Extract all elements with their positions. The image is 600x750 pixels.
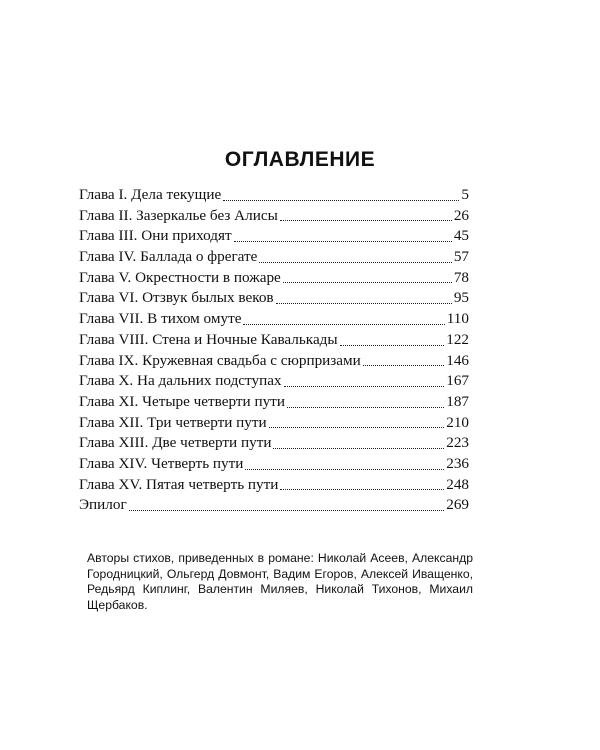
toc-entry-page-number: 187 xyxy=(446,392,469,410)
toc-entry xyxy=(79,268,469,289)
toc-dot-leader xyxy=(243,323,444,325)
toc-entry xyxy=(79,351,469,372)
toc-entry-label: Глава III. Они приходят xyxy=(79,227,232,245)
toc-entry-page-number: 26 xyxy=(453,206,469,224)
toc-entry-page-number: 110 xyxy=(446,310,469,328)
toc-entry-label: Глава V. Окрестности в пожаре xyxy=(79,268,281,286)
toc-entry xyxy=(79,185,469,206)
toc-dot-leader xyxy=(287,406,444,408)
toc-entry xyxy=(79,413,469,434)
toc-entry-page-number: 57 xyxy=(453,248,469,266)
toc-entry-page-number: 45 xyxy=(453,227,469,245)
toc-entry xyxy=(79,206,469,227)
authors-note-names: Николай Асеев, Александр Городницкий, Ольгерд Довмонт, Вадим Егоров, Алексей Иващенко, Редьярд Киплинг, Валентин Миляев, Николай Тихонов, Михаил Щербаков. xyxy=(87,551,473,612)
toc-entry xyxy=(79,330,469,351)
toc-dot-leader xyxy=(245,468,444,470)
toc-entry-page-number: 223 xyxy=(446,434,469,452)
page-title: ОГЛАВЛЕНИЕ xyxy=(224,148,376,171)
toc-entry-label: Глава XII. Три четверти пути xyxy=(79,413,267,431)
toc-entry-label: Глава XI. Четыре четверти пути xyxy=(79,392,285,410)
toc-entry-page-number: 146 xyxy=(446,351,469,369)
toc-entry xyxy=(79,495,469,516)
toc-entry xyxy=(79,475,469,496)
toc-entry-label: Глава IV. Баллада о фрегате xyxy=(79,248,258,266)
toc-entry-page-number: 95 xyxy=(453,289,469,307)
toc-dot-leader xyxy=(269,426,445,428)
toc-dot-leader xyxy=(363,364,444,366)
toc-dot-leader xyxy=(280,219,452,221)
toc-entry-page-number: 236 xyxy=(446,454,469,472)
toc-entry xyxy=(79,454,469,475)
toc-entry-page-number: 78 xyxy=(453,268,469,286)
toc-dot-leader xyxy=(276,302,452,304)
toc-entry-page-number: 5 xyxy=(461,186,469,203)
toc-entry-page-number: 269 xyxy=(446,496,469,514)
toc-dot-leader xyxy=(273,447,444,449)
toc-entry xyxy=(79,371,469,392)
toc-entry-page-number: 210 xyxy=(446,413,469,431)
toc-entry-label: Глава XV. Пятая четверть пути xyxy=(79,475,279,493)
toc-entry-label: Глава VI. Отзвук былых веков xyxy=(79,289,274,307)
toc-dot-leader xyxy=(223,199,459,201)
toc-entry-label: Глава VIII. Стена и Ночные Кавалькады xyxy=(79,330,338,348)
toc-entry xyxy=(79,433,469,454)
toc-entry-page-number: 167 xyxy=(446,372,469,390)
toc-entry-label: Глава XIV. Четверть пути xyxy=(79,454,244,472)
toc-dot-leader xyxy=(259,261,451,263)
toc-dot-leader xyxy=(340,344,445,346)
toc-entry-page-number: 122 xyxy=(446,330,469,348)
toc-entry-label: Глава IX. Кружевная свадьба с сюрпризами xyxy=(79,351,361,369)
toc-entry xyxy=(79,247,469,268)
toc-entry xyxy=(79,226,469,247)
toc-dot-leader xyxy=(129,509,445,511)
table-of-contents xyxy=(79,185,469,516)
toc-entry-page-number: 248 xyxy=(446,475,469,493)
toc-entry-label: Глава VII. В тихом омуте xyxy=(79,310,242,328)
authors-note-lead: Авторы стихов, приведенных в романе: xyxy=(87,551,314,565)
toc-entry-label: Глава XIII. Две четверти пути xyxy=(79,434,272,452)
toc-entry xyxy=(79,288,469,309)
authors-note xyxy=(87,551,473,613)
toc-entry xyxy=(79,309,469,330)
toc-entry-label: Глава X. На дальних подступах xyxy=(79,372,282,390)
toc-entry-label: Глава II. Зазеркалье без Алисы xyxy=(79,206,278,224)
toc-entry xyxy=(79,392,469,413)
toc-dot-leader xyxy=(283,281,452,283)
toc-dot-leader xyxy=(284,385,445,387)
toc-entry-label: Глава I. Дела текущие xyxy=(79,186,222,203)
toc-dot-leader xyxy=(234,240,452,242)
toc-dot-leader xyxy=(280,488,444,490)
toc-entry-label: Эпилог xyxy=(79,496,127,514)
